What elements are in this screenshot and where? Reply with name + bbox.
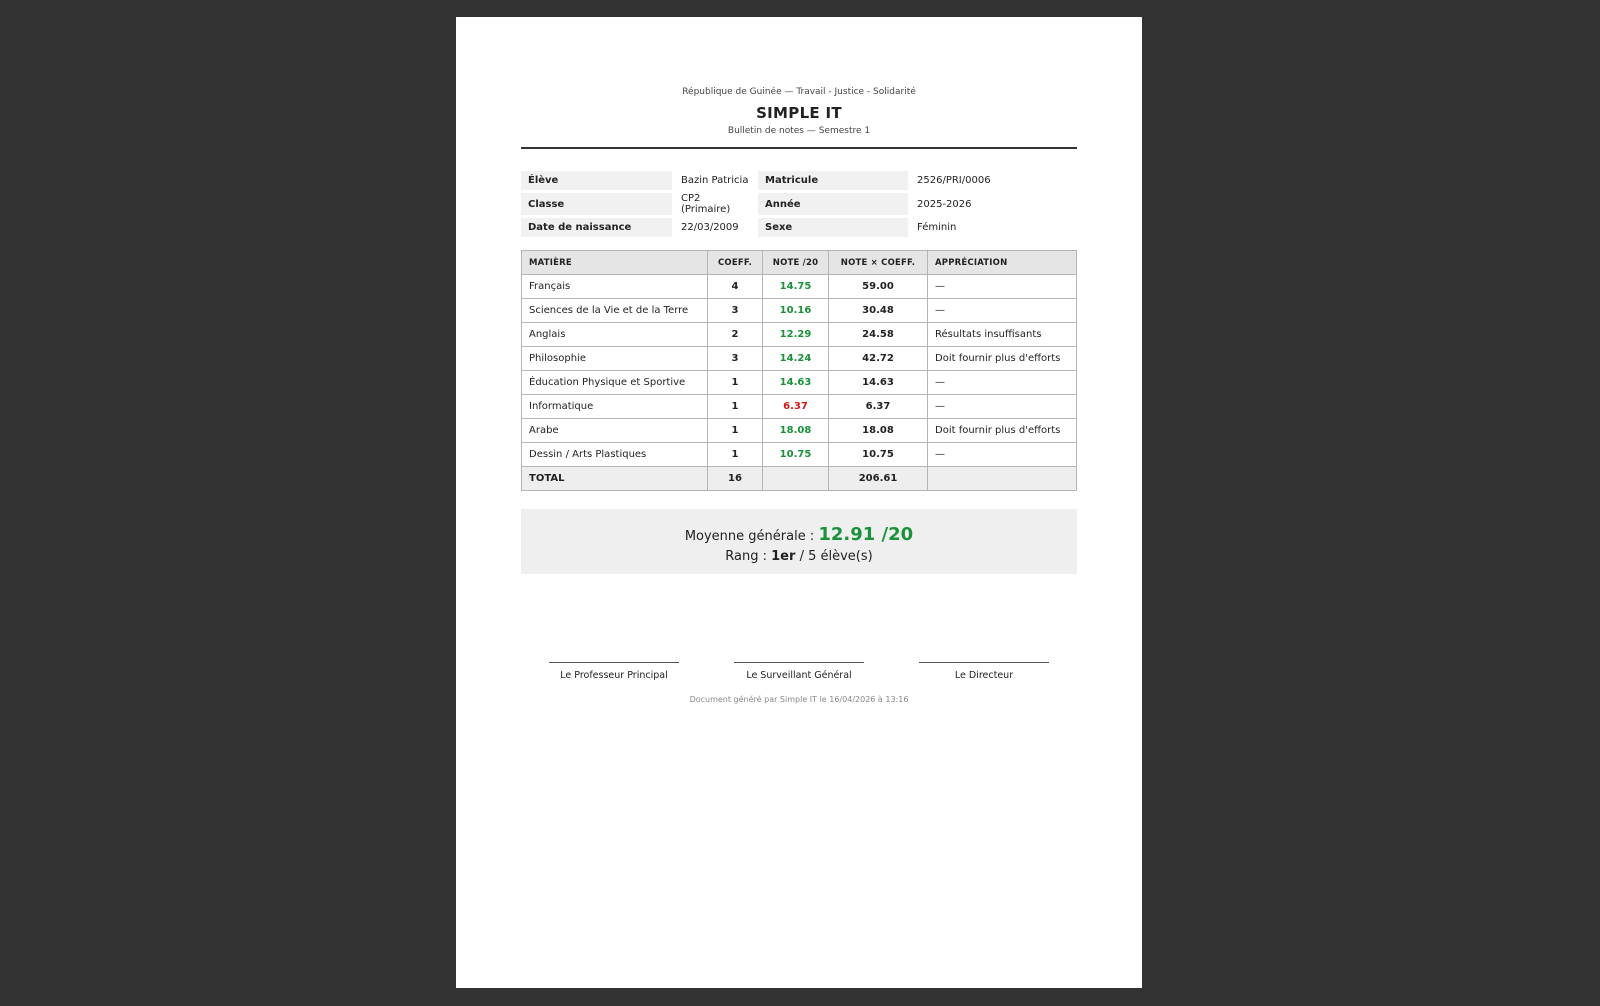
subject-cell: Arabe [522,419,708,443]
coef-cell: 1 [708,443,763,467]
coef-cell: 2 [708,323,763,347]
subject-cell: Anglais [522,323,708,347]
note-cell: 14.63 [763,371,829,395]
table-row [522,419,1077,443]
table-row [522,347,1077,371]
signature-block-surveillant [734,662,864,681]
rank-label: Rang : [725,549,767,564]
total-weighted: 206.61 [829,467,928,491]
weighted-cell: 24.58 [829,323,928,347]
total-appreciation [928,467,1077,491]
total-label: TOTAL [522,467,708,491]
appreciation-cell: — [928,443,1077,467]
total-row [522,467,1077,491]
birthdate-label: Date de naissance [521,218,672,237]
note-cell: 10.16 [763,299,829,323]
table-row [522,371,1077,395]
signature-line [919,662,1049,663]
weighted-cell: 42.72 [829,347,928,371]
appreciation-cell: Résultats insuffisants [928,323,1077,347]
class-value: CP2 (Primaire) [681,193,731,215]
country-motto: République de Guinée — Travail - Justice - Solidarité [682,87,916,97]
total-coef: 16 [708,467,763,491]
year-label: Année [758,193,908,215]
coef-cell: 1 [708,371,763,395]
matricule-value: 2526/PRI/0006 [917,175,991,186]
document-page [456,17,1142,988]
appreciation-cell: — [928,371,1077,395]
average-label: Moyenne générale : [684,529,815,544]
grades-body [522,275,1077,467]
sex-label: Sexe [758,218,908,237]
student-name-value: Bazin Patricia [681,175,749,186]
average-line [521,509,1077,547]
generated-footer: Document généré par Simple IT le 16/04/2026 à 13:16 [689,695,909,704]
appreciation-cell: Doit fournir plus d'efforts [928,347,1077,371]
sex-value: Féminin [917,222,957,233]
weighted-cell: 18.08 [829,419,928,443]
weighted-cell: 6.37 [829,395,928,419]
matricule-label: Matricule [758,171,908,190]
subject-cell: Français [522,275,708,299]
note-cell: 18.08 [763,419,829,443]
coef-cell: 4 [708,275,763,299]
note-cell: 14.24 [763,347,829,371]
coef-cell: 1 [708,419,763,443]
subject-cell: Dessin / Arts Plastiques [522,443,708,467]
rank-value: 1er [771,549,796,564]
signature-label: Le Directeur [954,670,1014,681]
school-name: SIMPLE IT [756,104,842,122]
note-cell: 12.29 [763,323,829,347]
signature-area [521,662,1077,702]
signature-block-director [919,662,1049,681]
birthdate-value: 22/03/2009 [681,222,739,233]
table-row [522,395,1077,419]
col-header-note: NOTE /20 [763,251,829,275]
note-cell: 14.75 [763,275,829,299]
signature-block-principal [549,662,679,681]
appreciation-cell: — [928,275,1077,299]
col-header-subject: MATIÈRE [522,251,708,275]
grades-table [521,250,1077,491]
appreciation-cell: — [928,395,1077,419]
signature-line [549,662,679,663]
note-cell: 10.75 [763,443,829,467]
subject-cell: Philosophie [522,347,708,371]
report-subtitle: Bulletin de notes — Semestre 1 [727,126,871,136]
year-value: 2025-2026 [917,198,972,210]
header-divider [521,147,1077,149]
table-row [522,323,1077,347]
weighted-cell: 14.63 [829,371,928,395]
weighted-cell: 59.00 [829,275,928,299]
total-note [763,467,829,491]
coef-cell: 3 [708,299,763,323]
student-name-label: Élève [521,171,672,190]
report-content [521,17,1077,704]
appreciation-cell: Doit fournir plus d'efforts [928,419,1077,443]
subject-cell: Informatique [522,395,708,419]
appreciation-cell: — [928,299,1077,323]
col-header-weighted: NOTE × COEFF. [829,251,928,275]
summary-box [521,509,1077,574]
rank-line [521,547,1077,567]
table-row [522,443,1077,467]
average-value: 12.91 /20 [818,524,914,545]
document-header [521,17,1077,149]
col-header-appreciation: APPRÉCIATION [928,251,1077,275]
table-row [522,299,1077,323]
student-info-table [519,168,1075,240]
signature-label: Le Professeur Principal [560,670,668,681]
rank-suffix: / 5 élève(s) [799,549,873,564]
weighted-cell: 30.48 [829,299,928,323]
table-row [522,275,1077,299]
coef-cell: 1 [708,395,763,419]
subject-cell: Éducation Physique et Sportive [522,371,708,395]
signature-line [734,662,864,663]
subject-cell: Sciences de la Vie et de la Terre [522,299,708,323]
signature-label: Le Surveillant Général [746,670,852,681]
class-label: Classe [521,193,672,215]
col-header-coef: COEFF. [708,251,763,275]
weighted-cell: 10.75 [829,443,928,467]
coef-cell: 3 [708,347,763,371]
note-cell: 6.37 [763,395,829,419]
